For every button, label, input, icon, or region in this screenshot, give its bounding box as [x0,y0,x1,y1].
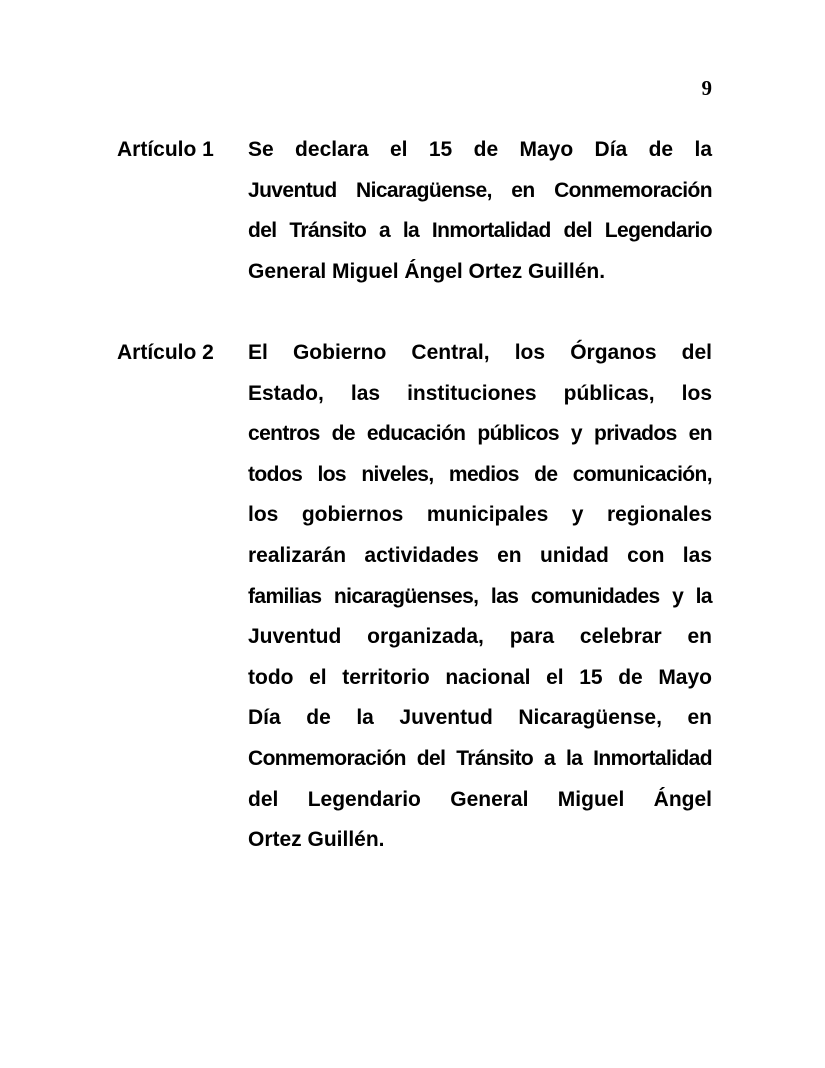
article-line: los gobiernos municipales y regionales [248,503,712,527]
article-line: Conmemoración del Tránsito a la Inmortalidad [248,746,712,770]
article-line: Día de la Juventud Nicaragüense, en [248,706,712,730]
article-line: centros de educación públicos y privados en [248,422,712,446]
article-line: Ortez Guillén. [248,828,385,852]
article-line: todo el territorio nacional el 15 de Mayo [248,665,712,689]
article-label: Artículo 2 [117,341,214,364]
article-line: todos los niveles, medios de comunicación, [248,462,712,486]
article-body [248,333,712,861]
page-number: 9 [701,76,712,100]
article-line: Se declara el 15 de Mayo Día de la [248,138,712,161]
article-line: realizarán actividades en unidad con las [248,543,712,567]
article-line: Juventud organizada, para celebrar en [248,625,712,649]
article-line: del Legendario General Miguel Ángel [248,787,712,811]
article-label: Artículo 1 [117,138,214,161]
article-line: Estado, las instituciones públicas, los [248,381,712,405]
article-line: General Miguel Ángel Ortez Guillén. [248,259,606,283]
article-body [248,130,712,292]
article-line: del Tránsito a la Inmortalidad del Legendario [248,219,712,243]
article-line: familias nicaragüenses, las comunidades y la [248,584,712,608]
article-line: El Gobierno Central, los Órganos del [248,341,712,364]
article-line: Juventud Nicaragüense, en Conmemoración [248,178,712,202]
